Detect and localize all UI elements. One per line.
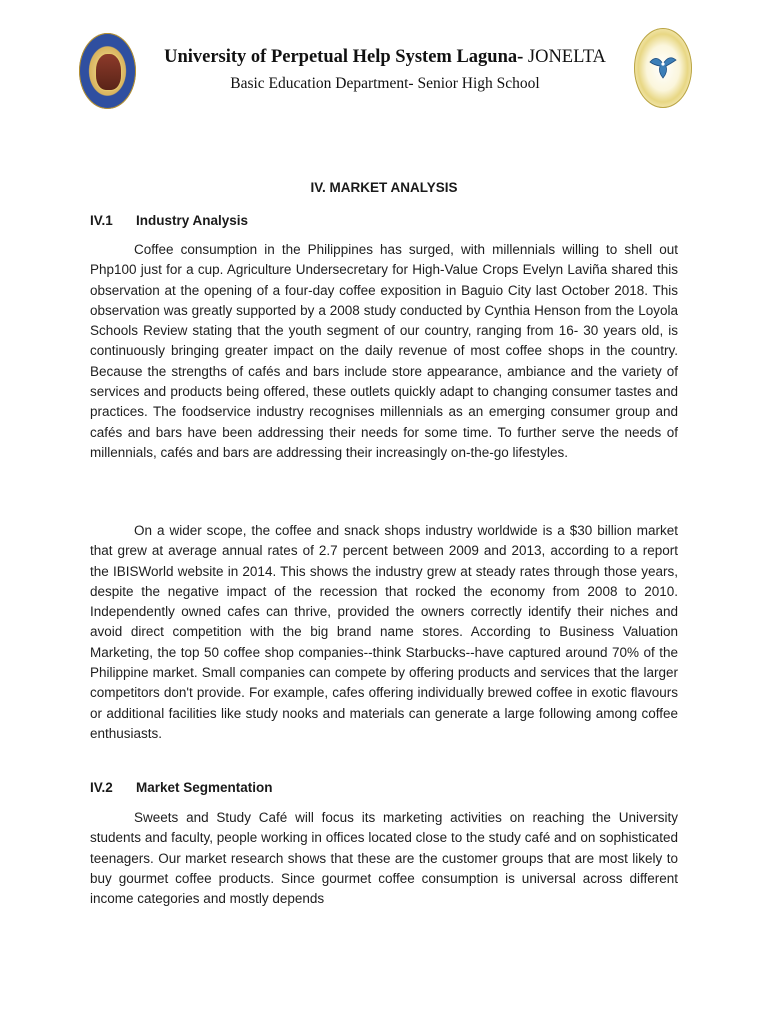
section-title: IV. MARKET ANALYSIS (310, 180, 458, 195)
institution-name (140, 47, 630, 68)
dove-icon (648, 52, 678, 80)
paragraph: Sweets and Study Café will focus its marketing activities on reaching the University students and faculty, people working in offices located close to the study café and on sophisticated teenagers. Our market research shows that these are the customer groups that are most likely to buy gourmet coffee products. Since gourmet coffee consumption is universal across different income categories and mostly depends (90, 810, 678, 907)
subsection-number: IV.1 (90, 213, 113, 228)
subsection-title: Industry Analysis (136, 213, 249, 228)
seal-emblem (95, 53, 122, 91)
institution-name-text: University of Perpetual Help System Laguna- (164, 47, 524, 67)
subsection-number: IV.2 (90, 780, 113, 795)
subsection-title: Market Segmentation (136, 780, 273, 795)
dove-seal-icon (634, 28, 692, 108)
subsection-heading (90, 213, 248, 228)
letterhead (0, 0, 768, 118)
paragraph: Coffee consumption in the Philippines has surged, with millennials willing to shell out Php100 just for a cup. Agriculture Undersecretary for High-Value Crops Evelyn Laviña shared this observation at the opening of a four-day coffee exposition in Baguio City last October 2018. This observation was greatly supported by a 2008 study conducted by Cynthia Henson from the Loyola Schools Review stating that the youth segment of our country, ranging from 16- 30 years old, is continuously bringing greater impact on the daily revenue of most coffee shops in the country. Because the strengths of cafés and bars include store appearance, ambiance and the variety of services and products being offered, these outlets quickly adapt to changing consumer tastes and practices. The foodservice industry recognises millennials as an emerging consumer group and cafés and bars have been addressing their needs for some time. To further serve the needs of millennials, cafés and bars are addressing their increasingly on-the-go lifestyles. (90, 242, 678, 460)
paragraph: On a wider scope, the coffee and snack shops industry worldwide is a $30 billion market that grew at average annual rates of 2.7 percent between 2009 and 2013, according to a report the IBISWorld website in 2014. This shows the industry grew at steady rates through those years, despite the negative impact of the recession that rocked the economy from 2008 to 2010. Independently owned cafes can thrive, provided the owners correctly identify their niches and avoid direct competition with the big brand name stores. According to Business Valuation Marketing, the top 50 coffee shop companies--think Starbucks--have captured around 70% of the Philippine market. Small companies can compete by offering products and services that the larger competitors don't provide. For example, cafes offering individually brewed coffee in exotic flavours or additional facilities like study nooks and materials can generate a large following among coffee enthusiasts. (90, 523, 678, 741)
subsection-heading (90, 780, 273, 795)
institution-suffix: JONELTA (523, 47, 606, 67)
department-name: Basic Education Department- Senior High School (230, 75, 540, 92)
university-seal-icon (79, 33, 136, 109)
